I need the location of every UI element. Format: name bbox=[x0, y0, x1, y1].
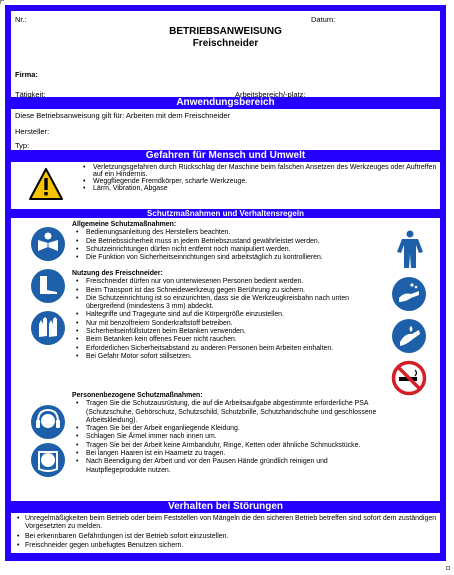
list-item: • Schutzeinrichtungen dürfen nicht entfernt noch manipuliert werden. bbox=[72, 246, 377, 254]
allgemein-heading: Allgemeine Schutzmaßnahmen: bbox=[72, 221, 177, 228]
list-item: • Schlagen Sie Ärmel immer nach innen um. bbox=[72, 433, 377, 441]
list-item: • Tragen Sie die Schutzausrüstung, die auf die Arbeitsaufgabe abgestimmte erforderliche PSA (Schutzschuhe, Gehörschutz, Schutzschild, Schutzbrille, Schutzhandschuhe und geschlossene Arbeitskleidung). bbox=[72, 400, 377, 425]
list-item: • Erforderlichen Sicherheitsabstand zu anderen Personen beim Arbeiten einhalten. bbox=[72, 345, 377, 353]
face-shield-icon bbox=[30, 442, 66, 478]
corner-mark bbox=[0, 0, 4, 4]
schutz-heading: Schutzmaßnahmen und Verhaltensregeln bbox=[11, 209, 440, 218]
document-subtitle: Freischneider bbox=[192, 38, 259, 49]
person-section bbox=[72, 392, 377, 475]
warning-icon bbox=[29, 168, 63, 200]
list-item: • Weggfliegende Fremdkörper, scharfe Werkzeuge. bbox=[79, 178, 439, 185]
list-item: • Die Funktion von Sicherheitseinrichtungen sind arbeitstäglich zu kontrollieren. bbox=[72, 254, 377, 262]
arbeitsbereich-label: Arbeitsbereich/-platz: bbox=[235, 90, 306, 99]
list-item: • Unregelmäßigkeiten beim Betrieb oder beim Feststellen von Mängeln die den sicheren Betrieb betreffen sind sofort dem zuständigen Vorgesetzten zu melden. bbox=[13, 515, 438, 532]
allgemein-section bbox=[72, 221, 377, 262]
list-item: • Nach Beendigung der Arbeit und vor den Pausen Hände gründlich reinigen und Hautpflegeprodukte nutzen. bbox=[72, 458, 377, 475]
gefahren-heading: Gefahren für Mensch und Umwelt bbox=[11, 150, 440, 162]
list-item: • Freischneider gegen unbefugtes Benutzen sichern. bbox=[13, 542, 438, 550]
anwendung-heading: Anwendungsbereich bbox=[11, 97, 440, 109]
hersteller-label: Hersteller: bbox=[15, 127, 50, 136]
read-manual-icon bbox=[30, 226, 66, 262]
stoerungen-heading: Verhalten bei Störungen bbox=[11, 501, 440, 513]
list-item: • Lärm, Vibration, Abgase bbox=[79, 185, 439, 192]
list-item: • Bei Gefahr Motor sofort stillsetzen. bbox=[72, 353, 377, 361]
document-title: BETRIEBSANWEISUNG bbox=[169, 26, 282, 37]
protective-clothing-icon bbox=[395, 230, 425, 270]
anwendung-text: Diese Betriebsanweisung gilt für: Arbeiten mit dem Freischneider bbox=[15, 111, 231, 120]
list-item: • Die Betriebssicherheit muss in jedem Betriebszustand gewährleistet werden. bbox=[72, 238, 377, 246]
nutzung-heading: Nutzung des Freischneider: bbox=[72, 270, 163, 277]
corner-mark bbox=[446, 566, 450, 570]
stoerungen-block bbox=[11, 513, 440, 553]
gefahren-block bbox=[11, 162, 440, 209]
safety-boots-icon bbox=[30, 268, 66, 304]
list-item: • Bei erkennbaren Gefährdungen ist der Betrieb sofort einzustellen. bbox=[13, 533, 438, 541]
list-item: • Bei langen Haaren ist ein Haarnetz zu tragen. bbox=[72, 450, 377, 458]
hand-wash-icon bbox=[391, 276, 427, 312]
hand-protection-icon bbox=[391, 318, 427, 354]
document-frame bbox=[5, 5, 446, 561]
list-item: • Tragen Sie bei der Arbeit keine Armbanduhr, Ringe, Ketten oder ähnliche Schmuckstücke. bbox=[72, 442, 377, 450]
anwendung-block bbox=[11, 109, 440, 150]
datum-label: Datum: bbox=[311, 15, 336, 24]
gefahren-list bbox=[79, 164, 439, 192]
no-smoking-icon bbox=[391, 360, 427, 396]
nr-label: Nr.: bbox=[15, 15, 27, 24]
list-item: • Tragen Sie bei der Arbeit enganliegende Kleidung. bbox=[72, 425, 377, 433]
firma-label: Firma: bbox=[15, 70, 38, 79]
list-item: • Verletzungsgefahren durch Rückschlag der Maschine beim falschen Ansetzen des Werkzeuges oder Auftreffen auf ein Hindernis. bbox=[79, 164, 439, 178]
list-item: • Beim Transport ist das Schneidewerkzeug gegen Berührung zu sichern. bbox=[72, 287, 377, 295]
schutz-block bbox=[11, 218, 440, 501]
list-item: • Haltegriffe und Tragegurte sind auf die Körpergröße einzustellen. bbox=[72, 311, 377, 319]
person-heading: Personenbezogene Schutzmaßnahmen: bbox=[72, 392, 203, 399]
typ-label: Typ: bbox=[15, 141, 30, 150]
safety-gloves-icon bbox=[30, 310, 66, 346]
taetigkeit-label: Tätigkeit: bbox=[15, 90, 46, 99]
list-item: • Die Schutzeinrichtung ist so einzurichten, dass sie die Werkzeugkreisbahn nach unten übergreifend (mindestens 3 mm) abdeckt. bbox=[72, 295, 377, 312]
list-item: • Nur mit benzolfreiem Sonderkraftstoff betreiben. bbox=[72, 320, 377, 328]
nutzung-section bbox=[72, 270, 377, 361]
list-item: • Beim Betanken kein offenes Feuer nicht rauchen. bbox=[72, 336, 377, 344]
list-item: • Bedienungsanleitung des Herstellers beachten. bbox=[72, 229, 377, 237]
header-block bbox=[11, 11, 440, 97]
list-item: • Sicherheitseinfüllstutzen beim Betanken verwenden. bbox=[72, 328, 377, 336]
hearing-protection-icon bbox=[30, 404, 66, 440]
list-item: • Freischneider dürfen nur von unterwiesenen Personen bedient werden. bbox=[72, 278, 377, 286]
